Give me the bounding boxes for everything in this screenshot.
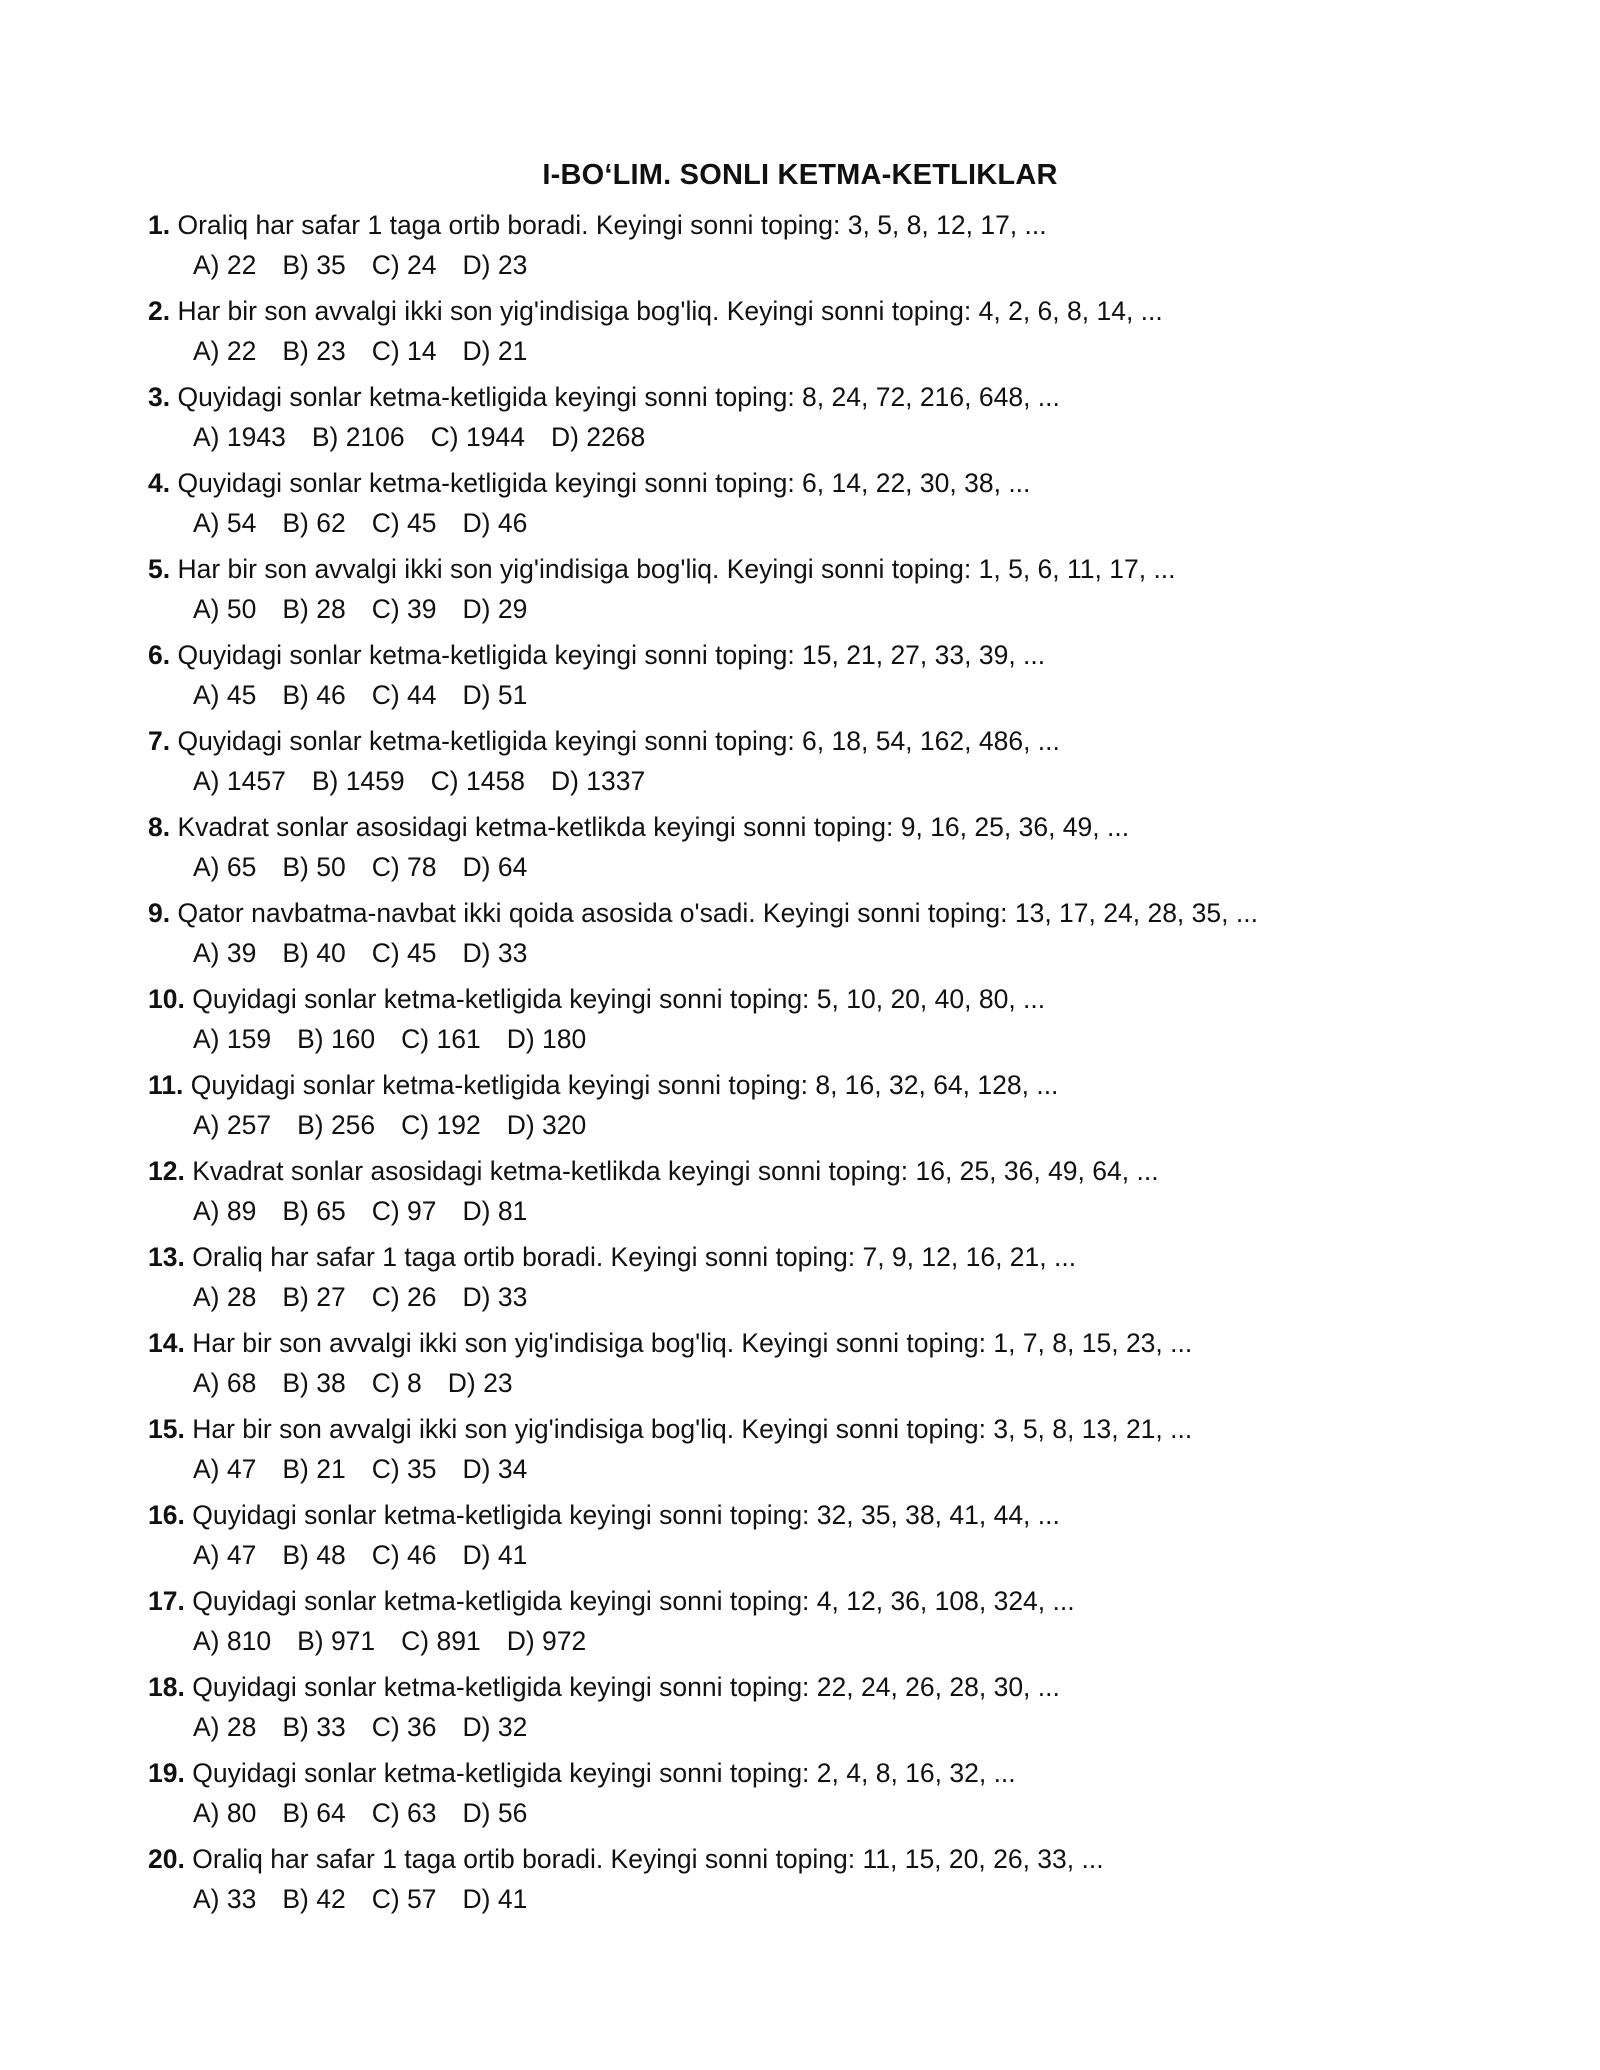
answer-option: B) 38	[282, 1368, 346, 1398]
answer-option: D) 51	[462, 680, 528, 710]
answer-option: B) 28	[282, 594, 346, 624]
question-item	[148, 1325, 1468, 1411]
question-number: 7.	[148, 726, 171, 756]
answer-options	[193, 505, 553, 541]
answer-options	[193, 1451, 553, 1487]
question-number: 1.	[148, 210, 171, 240]
question-line	[148, 1841, 1104, 1877]
question-text: Quyidagi sonlar ketma-ketligida keyingi sonni toping: 2, 4, 8, 16, 32, ...	[192, 1758, 1016, 1788]
answer-option: C) 8	[371, 1368, 422, 1398]
question-number: 20.	[148, 1844, 185, 1874]
answer-option: B) 46	[282, 680, 346, 710]
question-line	[148, 1239, 1076, 1275]
answer-option: C) 36	[371, 1712, 437, 1742]
question-number: 15.	[148, 1414, 185, 1444]
question-text: Har bir son avvalgi ikki son yig'indisiga bog'liq. Keyingi sonni toping: 4, 2, 6, 8, 14, ...	[177, 296, 1163, 326]
question-text: Quyidagi sonlar ketma-ketligida keyingi sonni toping: 22, 24, 26, 28, 30, ...	[192, 1672, 1060, 1702]
answer-option: A) 47	[193, 1454, 257, 1484]
answer-option: C) 78	[371, 852, 437, 882]
answer-option: A) 22	[193, 250, 257, 280]
answer-option: B) 160	[297, 1024, 376, 1054]
answer-option: B) 65	[282, 1196, 346, 1226]
answer-option: D) 320	[506, 1110, 587, 1140]
answer-option: D) 29	[462, 594, 528, 624]
answer-option: D) 32	[462, 1712, 528, 1742]
answer-option: B) 21	[282, 1454, 346, 1484]
question-item	[148, 895, 1468, 981]
question-item	[148, 723, 1468, 809]
answer-option: B) 50	[282, 852, 346, 882]
question-item	[148, 1067, 1468, 1153]
answer-option: A) 1943	[193, 422, 286, 452]
page-title: I-BO‘LIM. SONLI KETMA-KETLIKLAR	[542, 159, 1058, 191]
question-text: Quyidagi sonlar ketma-ketligida keyingi sonni toping: 5, 10, 20, 40, 80, ...	[192, 984, 1046, 1014]
answer-option: D) 23	[447, 1368, 513, 1398]
answer-options	[193, 677, 553, 713]
answer-option: C) 44	[371, 680, 437, 710]
question-line	[148, 1583, 1075, 1619]
answer-option: A) 54	[193, 508, 257, 538]
answer-option: A) 50	[193, 594, 257, 624]
answer-option: A) 28	[193, 1282, 257, 1312]
question-text: Har bir son avvalgi ikki son yig'indisiga bog'liq. Keyingi sonni toping: 3, 5, 8, 13, 21, ...	[192, 1414, 1193, 1444]
question-number: 3.	[148, 382, 171, 412]
question-number: 10.	[148, 984, 185, 1014]
answer-option: D) 56	[462, 1798, 528, 1828]
question-item	[148, 551, 1468, 637]
answer-option: A) 39	[193, 938, 257, 968]
answer-option: C) 46	[371, 1540, 437, 1570]
question-text: Quyidagi sonlar ketma-ketligida keyingi sonni toping: 8, 16, 32, 64, 128, ...	[190, 1070, 1059, 1100]
question-number: 11.	[148, 1070, 184, 1100]
answer-option: D) 46	[462, 508, 528, 538]
question-text: Qator navbatma-navbat ikki qoida asosida o'sadi. Keyingi sonni toping: 13, 17, 24, 28, 35, ...	[177, 898, 1258, 928]
question-line	[148, 809, 1129, 845]
question-item	[148, 637, 1468, 723]
question-number: 13.	[148, 1242, 185, 1272]
question-line	[148, 1153, 1159, 1189]
answer-options	[193, 763, 671, 799]
question-line	[148, 981, 1045, 1017]
answer-option: C) 45	[371, 938, 437, 968]
question-number: 19.	[148, 1758, 185, 1788]
question-text: Quyidagi sonlar ketma-ketligida keyingi sonni toping: 8, 24, 72, 216, 648, ...	[177, 382, 1060, 412]
question-list	[148, 207, 1468, 1927]
answer-option: A) 1457	[193, 766, 286, 796]
question-line	[148, 1067, 1058, 1103]
question-item	[148, 1497, 1468, 1583]
question-line	[148, 637, 1045, 673]
answer-option: C) 14	[371, 336, 437, 366]
question-text: Quyidagi sonlar ketma-ketligida keyingi sonni toping: 15, 21, 27, 33, 39, ...	[177, 640, 1046, 670]
question-item	[148, 1411, 1468, 1497]
answer-options	[193, 1021, 612, 1057]
question-text: Oraliq har safar 1 taga ortib boradi. Keyingi sonni toping: 7, 9, 12, 16, 21, ...	[192, 1242, 1077, 1272]
question-line	[148, 895, 1258, 931]
answer-options	[193, 1537, 553, 1573]
answer-option: D) 21	[462, 336, 528, 366]
question-line	[148, 379, 1060, 415]
answer-option: B) 971	[297, 1626, 376, 1656]
question-item	[148, 1755, 1468, 1841]
question-line	[148, 1325, 1192, 1361]
answer-option: B) 35	[282, 250, 346, 280]
question-item	[148, 207, 1468, 293]
answer-option: B) 2106	[311, 422, 405, 452]
answer-option: A) 28	[193, 1712, 257, 1742]
question-text: Oraliq har safar 1 taga ortib boradi. Keyingi sonni toping: 11, 15, 20, 26, 33, ...	[192, 1844, 1104, 1874]
question-text: Quyidagi sonlar ketma-ketligida keyingi sonni toping: 6, 14, 22, 30, 38, ...	[177, 468, 1031, 498]
answer-option: C) 97	[371, 1196, 437, 1226]
question-number: 9.	[148, 898, 171, 928]
question-text: Har bir son avvalgi ikki son yig'indisiga bog'liq. Keyingi sonni toping: 1, 5, 6, 11, 17, ...	[177, 554, 1176, 584]
answer-option: C) 26	[371, 1282, 437, 1312]
answer-option: C) 57	[371, 1884, 437, 1914]
answer-options	[193, 1193, 553, 1229]
answer-option: D) 41	[462, 1884, 528, 1914]
answer-option: C) 63	[371, 1798, 437, 1828]
answer-option: C) 39	[371, 594, 437, 624]
answer-option: C) 1458	[430, 766, 525, 796]
question-number: 2.	[148, 296, 171, 326]
question-item	[148, 1239, 1468, 1325]
question-item	[148, 1669, 1468, 1755]
answer-option: D) 34	[462, 1454, 528, 1484]
answer-option: C) 192	[401, 1110, 481, 1140]
question-item	[148, 379, 1468, 465]
answer-options	[193, 419, 671, 455]
answer-option: D) 180	[506, 1024, 587, 1054]
question-item	[148, 1153, 1468, 1239]
answer-option: B) 48	[282, 1540, 346, 1570]
answer-option: D) 23	[462, 250, 528, 280]
answer-option: A) 80	[193, 1798, 257, 1828]
question-text: Quyidagi sonlar ketma-ketligida keyingi sonni toping: 6, 18, 54, 162, 486, ...	[177, 726, 1060, 756]
answer-option: B) 62	[282, 508, 346, 538]
question-item	[148, 981, 1468, 1067]
question-item	[148, 293, 1468, 379]
question-text: Kvadrat sonlar asosidagi ketma-ketlikda keyingi sonni toping: 16, 25, 36, 49, 64, ...	[192, 1156, 1159, 1186]
question-text: Har bir son avvalgi ikki son yig'indisiga bog'liq. Keyingi sonni toping: 1, 7, 8, 15, 23, ...	[192, 1328, 1193, 1358]
question-line	[148, 1497, 1060, 1533]
answer-option: B) 27	[282, 1282, 346, 1312]
answer-options	[193, 1709, 553, 1745]
question-item	[148, 809, 1468, 895]
answer-option: D) 1337	[550, 766, 646, 796]
answer-options	[193, 935, 553, 971]
answer-options	[193, 591, 553, 627]
answer-option: B) 256	[297, 1110, 376, 1140]
answer-option: B) 33	[282, 1712, 346, 1742]
answer-option: B) 42	[282, 1884, 346, 1914]
answer-option: D) 64	[462, 852, 528, 882]
answer-option: C) 1944	[430, 422, 525, 452]
question-number: 14.	[148, 1328, 185, 1358]
answer-option: D) 2268	[550, 422, 646, 452]
answer-option: C) 35	[371, 1454, 437, 1484]
question-line	[148, 1411, 1192, 1447]
answer-options	[193, 1881, 553, 1917]
answer-options	[193, 849, 553, 885]
answer-option: A) 47	[193, 1540, 257, 1570]
question-line	[148, 207, 1047, 243]
answer-option: C) 24	[371, 250, 437, 280]
answer-option: A) 159	[193, 1024, 272, 1054]
answer-option: A) 45	[193, 680, 257, 710]
answer-option: D) 81	[462, 1196, 528, 1226]
question-line	[148, 1669, 1060, 1705]
answer-option: D) 41	[462, 1540, 528, 1570]
answer-option: A) 89	[193, 1196, 257, 1226]
answer-option: C) 891	[401, 1626, 481, 1656]
answer-option: B) 1459	[311, 766, 405, 796]
question-number: 18.	[148, 1672, 185, 1702]
question-text: Quyidagi sonlar ketma-ketligida keyingi sonni toping: 4, 12, 36, 108, 324, ...	[192, 1586, 1075, 1616]
answer-option: D) 972	[506, 1626, 587, 1656]
answer-options	[193, 333, 553, 369]
answer-option: D) 33	[462, 1282, 528, 1312]
question-number: 17.	[148, 1586, 185, 1616]
answer-options	[193, 1279, 553, 1315]
answer-option: B) 64	[282, 1798, 346, 1828]
answer-option: A) 33	[193, 1884, 257, 1914]
answer-option: C) 45	[371, 508, 437, 538]
answer-option: B) 40	[282, 938, 346, 968]
answer-options	[193, 1795, 553, 1831]
question-item	[148, 465, 1468, 551]
question-line	[148, 551, 1176, 587]
question-number: 6.	[148, 640, 171, 670]
answer-option: A) 65	[193, 852, 257, 882]
answer-option: D) 33	[462, 938, 528, 968]
answer-option: A) 68	[193, 1368, 257, 1398]
question-number: 16.	[148, 1500, 185, 1530]
question-text: Quyidagi sonlar ketma-ketligida keyingi sonni toping: 32, 35, 38, 41, 44, ...	[192, 1500, 1060, 1530]
answer-options	[193, 1365, 539, 1401]
answer-option: B) 23	[282, 336, 346, 366]
question-number: 4.	[148, 468, 171, 498]
question-number: 5.	[148, 554, 171, 584]
answer-option: A) 257	[193, 1110, 272, 1140]
question-number: 8.	[148, 812, 171, 842]
question-line	[148, 293, 1163, 329]
question-number: 12.	[148, 1156, 185, 1186]
question-item	[148, 1583, 1468, 1669]
question-line	[148, 1755, 1016, 1791]
answer-options	[193, 1623, 612, 1659]
answer-options	[193, 247, 553, 283]
question-item	[148, 1841, 1468, 1927]
answer-option: C) 161	[401, 1024, 481, 1054]
answer-option: A) 22	[193, 336, 257, 366]
question-text: Kvadrat sonlar asosidagi ketma-ketlikda keyingi sonni toping: 9, 16, 25, 36, 49, ...	[177, 812, 1130, 842]
answer-option: A) 810	[193, 1626, 272, 1656]
answer-options	[193, 1107, 612, 1143]
question-text: Oraliq har safar 1 taga ortib boradi. Keyingi sonni toping: 3, 5, 8, 12, 17, ...	[177, 210, 1047, 240]
question-line	[148, 465, 1030, 501]
question-line	[148, 723, 1060, 759]
